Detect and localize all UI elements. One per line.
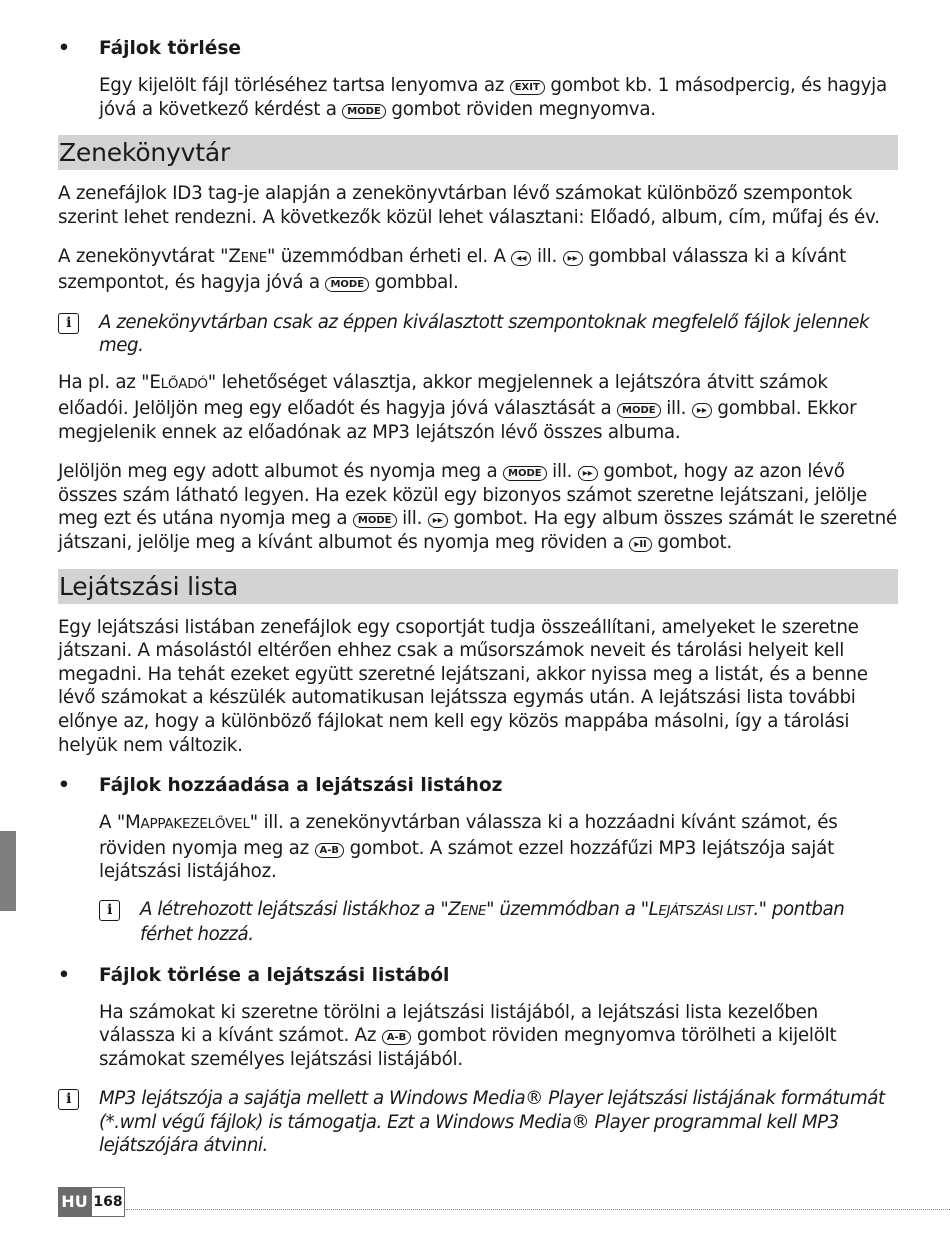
library-para-3: Ha pl. az "ELŐADÓ" lehetőséget választja, akkor megjelennek a lejátszóra átvitt számok előadói. Jelöljön meg egy előadót és hagyja jóvá választását a MODE ill. ▸▸ gombbal. Ekkor megjelenik ennek az előadónak az MP3 lejátszón lévő összes albuma. — [58, 372, 857, 443]
add-to-playlist-title: Fájlok hozzáadása a lejátszási listához — [99, 775, 503, 797]
info-icon: i — [58, 1089, 79, 1110]
forward-key-icon: ▸▸ — [578, 466, 598, 481]
mode-key-icon: MODE — [353, 513, 397, 528]
info-icon: i — [58, 313, 79, 334]
rewind-key-icon: ◂◂ — [511, 251, 531, 266]
page-content — [58, 36, 898, 1158]
add-to-playlist-text: A "MAPPAKEZELŐVEL" ill. a zenekönyvtárban válassza ki a hozzáadni kívánt számot, és röviden nyomja meg az A-B gombot. A számot ezzel hozzáfűzi MP3 lejátszója saját lejátszási listájához. — [99, 812, 838, 883]
library-para-2: A zenekönyvtárat "ZENE" üzemmódban érheti el. A ◂◂ ill. ▸▸ gombbal válassza ki a kívánt szempontot, és hagyja jóvá a MODE gombbal. — [58, 246, 847, 293]
play-pause-key-icon: ▸II — [629, 537, 651, 552]
playlist-para-1: Egy lejátszási listában zenefájlok egy csoportját tudja összeállítani, amelyeket le szeretne játszani. A másolástól eltérően ehhez csak a műsorszámok neveit és tárolási helyeit kell megadni. Ha tehát ezeket együtt szeretné lejátszani, akkor nyissa meg a listát, és a benne lévő számokat a készülék automatikusan lejátssza egymás után. A lejátszási lista további előnye az, hogy a különböző fájlokat nem kell egy közös mappába másolni, így a tárolási helyük nem változik. — [58, 616, 868, 756]
mode-key-icon: MODE — [617, 403, 661, 418]
delete-files-title: Fájlok törlése — [99, 38, 242, 59]
section-heading-library: Zenekönyvtár — [58, 135, 898, 170]
ab-key-icon: A-B — [382, 1030, 412, 1045]
page-footer — [58, 1187, 950, 1217]
ab-key-icon: A-B — [315, 843, 345, 858]
side-thumb-tab — [0, 831, 16, 911]
playlist-note: i A létrehozott lejátszási listákhoz a "ZENE" üzemmódban a "LEJÁTSZÁSI LIST." pontban férhet hozzá. — [99, 898, 898, 947]
bullet-dot: • — [58, 964, 70, 986]
forward-key-icon: ▸▸ — [563, 251, 583, 266]
wmp-note: i MP3 lejátszója a sajátja mellett a Windows Media® Player lejátszási listájának formátumát (*.wml végű fájlok) is támogatja. Ezt a Windows Media® Player programmal kell MP3 lejátszójára átvinni. — [58, 1087, 898, 1157]
mode-key-icon: MODE — [503, 466, 547, 481]
language-badge: HU — [58, 1187, 91, 1217]
library-para-1: A zenefájlok ID3 tag-je alapján a zenekönyvtárban lévő számokat különböző szempontok szerint lehet rendezni. A következők közül lehet választani: Előadó, album, cím, műfaj és év. — [58, 183, 880, 228]
page-number: 168 — [91, 1187, 125, 1217]
mode-key-icon: MODE — [342, 104, 386, 119]
delete-files-text: Egy kijelölt fájl törléséhez tartsa lenyomva az EXIT gombot kb. 1 másodpercig, és hagyja jóvá a következő kérdést a MODE gombot röviden megnyomva. — [99, 75, 887, 120]
library-para-4: Jelöljön meg egy adott albumot és nyomja meg a MODE ill. ▸▸ gombot, hogy az azon lévő összes szám látható legyen. Ha ezek közül egy bizonyos számot szeretne lejátszani, jelölje meg ezt és utána nyomja meg a MODE ill. ▸▸ gombot. Ha egy album összes számát le szeretné játszani, jelölje meg a kívánt albumot és nyomja meg röviden a ▸II gombot. — [58, 461, 897, 553]
bullet-delete-from-playlist — [58, 963, 898, 989]
delete-from-playlist-text: Ha számokat ki szeretne törölni a lejátszási listájából, a lejátszási lista kezelőben válassza ki a kívánt számot. Az A-B gombot röviden megnyomva törölheti a kijelölt számokat személyes lejátszási listájából. — [99, 1001, 837, 1070]
library-note: i A zenekönyvtárban csak az éppen kiválasztott szempontoknak megfelelő fájlok jelennek meg. — [58, 311, 898, 358]
section-heading-playlist: Lejátszási lista — [58, 569, 898, 604]
info-icon: i — [99, 900, 120, 921]
bullet-dot: • — [58, 775, 70, 797]
mode-key-icon: MODE — [325, 277, 369, 292]
delete-from-playlist-title: Fájlok törlése a lejátszási listából — [99, 964, 450, 986]
forward-key-icon: ▸▸ — [428, 513, 448, 528]
bullet-delete-files — [58, 36, 898, 62]
bullet-dot: • — [58, 38, 70, 59]
bullet-add-to-playlist — [58, 773, 898, 799]
forward-key-icon: ▸▸ — [692, 403, 712, 418]
exit-key-icon: EXIT — [510, 80, 545, 95]
footer-dotted-rule — [126, 1209, 950, 1210]
